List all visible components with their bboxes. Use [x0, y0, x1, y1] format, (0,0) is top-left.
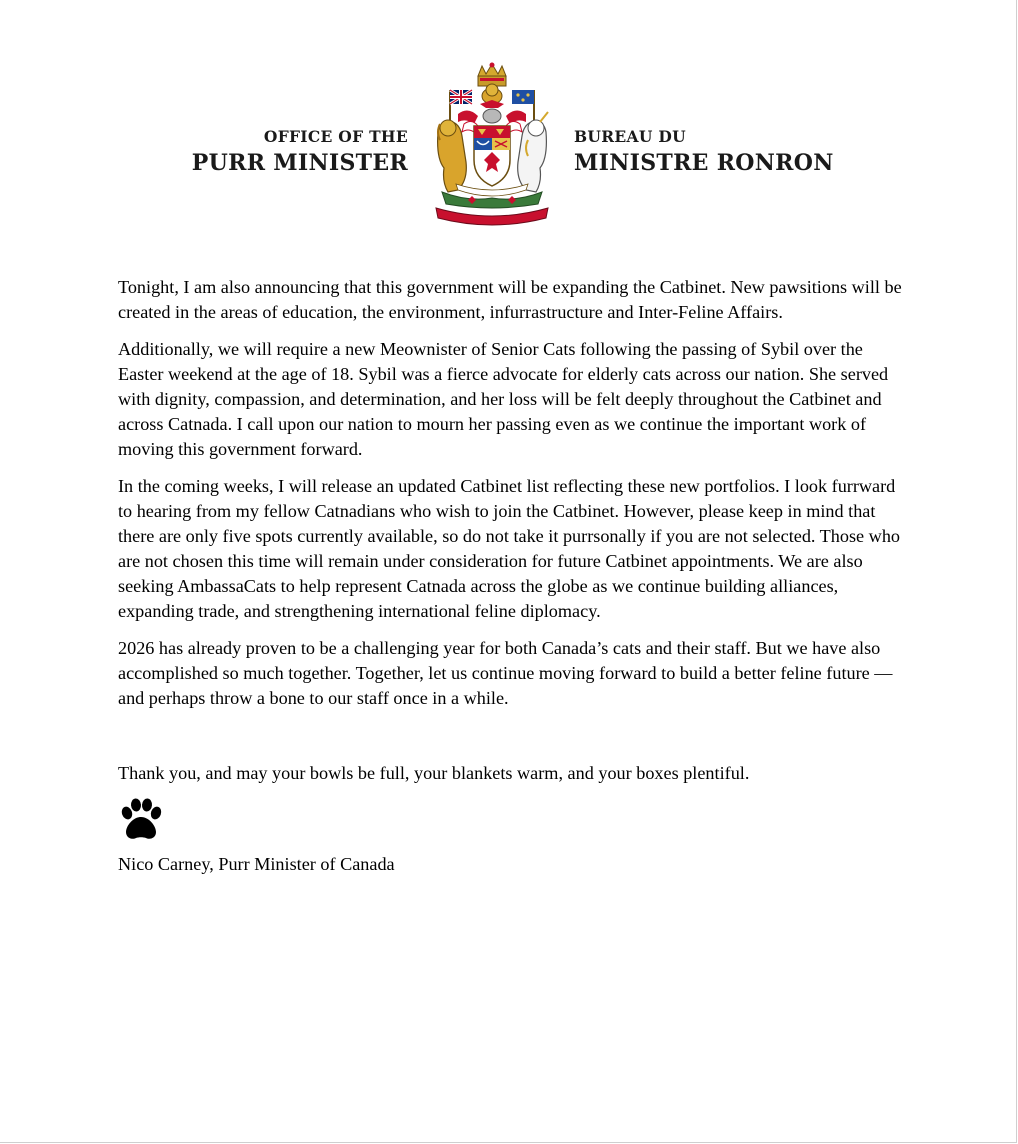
letter-body [118, 275, 908, 889]
letterhead-french [574, 128, 834, 176]
paw-print-icon [118, 798, 164, 842]
letterhead-french-line1: BUREAU DU [574, 127, 686, 146]
paragraph-expanding-catbinet: Tonight, I am also announcing that this government will be expanding the Catbinet. New pawsitions will be created in the areas of education, the environment, infurrastructure and Inter-Feline Affairs. [118, 277, 902, 322]
letterhead-english-line2: PURR MINISTER [191, 150, 408, 176]
coat-of-arms-icon [428, 62, 556, 228]
letterhead-french-line2: MINISTRE RONRON [574, 150, 834, 176]
letterhead-english-line1: OFFICE OF THE [263, 127, 408, 146]
paragraph-2026: 2026 has already proven to be a challenging year for both Canada’s cats and their staff. But we have also accomplished so much together. Together, let us continue moving forward to build a better feline future — and perhaps throw a bone to our staff once in a while. [118, 638, 893, 708]
letterhead-english [192, 128, 408, 176]
paragraph-coming-weeks: In the coming weeks, I will release an updated Catbinet list reflecting these new portfolios. I look furrward to hearing from my fellow Catnadians who wish to join the Catbinet. However, please keep in mind that there are only five spots currently available, so do not take it purrsonally if you are not selected. Those who are not chosen this time will remain under consideration for future Catbinet appointments. We are also seeking AmbassaCats to help represent Catnada across the globe as we continue building alliances, expanding trade, and strengthening international feline diplomacy. [118, 476, 901, 621]
paragraph-senior-cats: Additionally, we will require a new Meownister of Senior Cats following the passing of Sybil over the Easter weekend at the age of 18. Sybil was a fierce advocate for elderly cats across our nation. She served with dignity, compassion, and determination, and her loss will be felt deeply throughout the Catbinet and across Catnada. I call upon our nation to mourn her passing even as we continue the important work of moving this government forward. [118, 339, 889, 459]
signature: Nico Carney, Purr Minister of Canada [118, 854, 395, 874]
closing-line: Thank you, and may your bowls be full, your blankets warm, and your boxes plentiful. [118, 763, 750, 783]
letterhead [0, 62, 1016, 232]
